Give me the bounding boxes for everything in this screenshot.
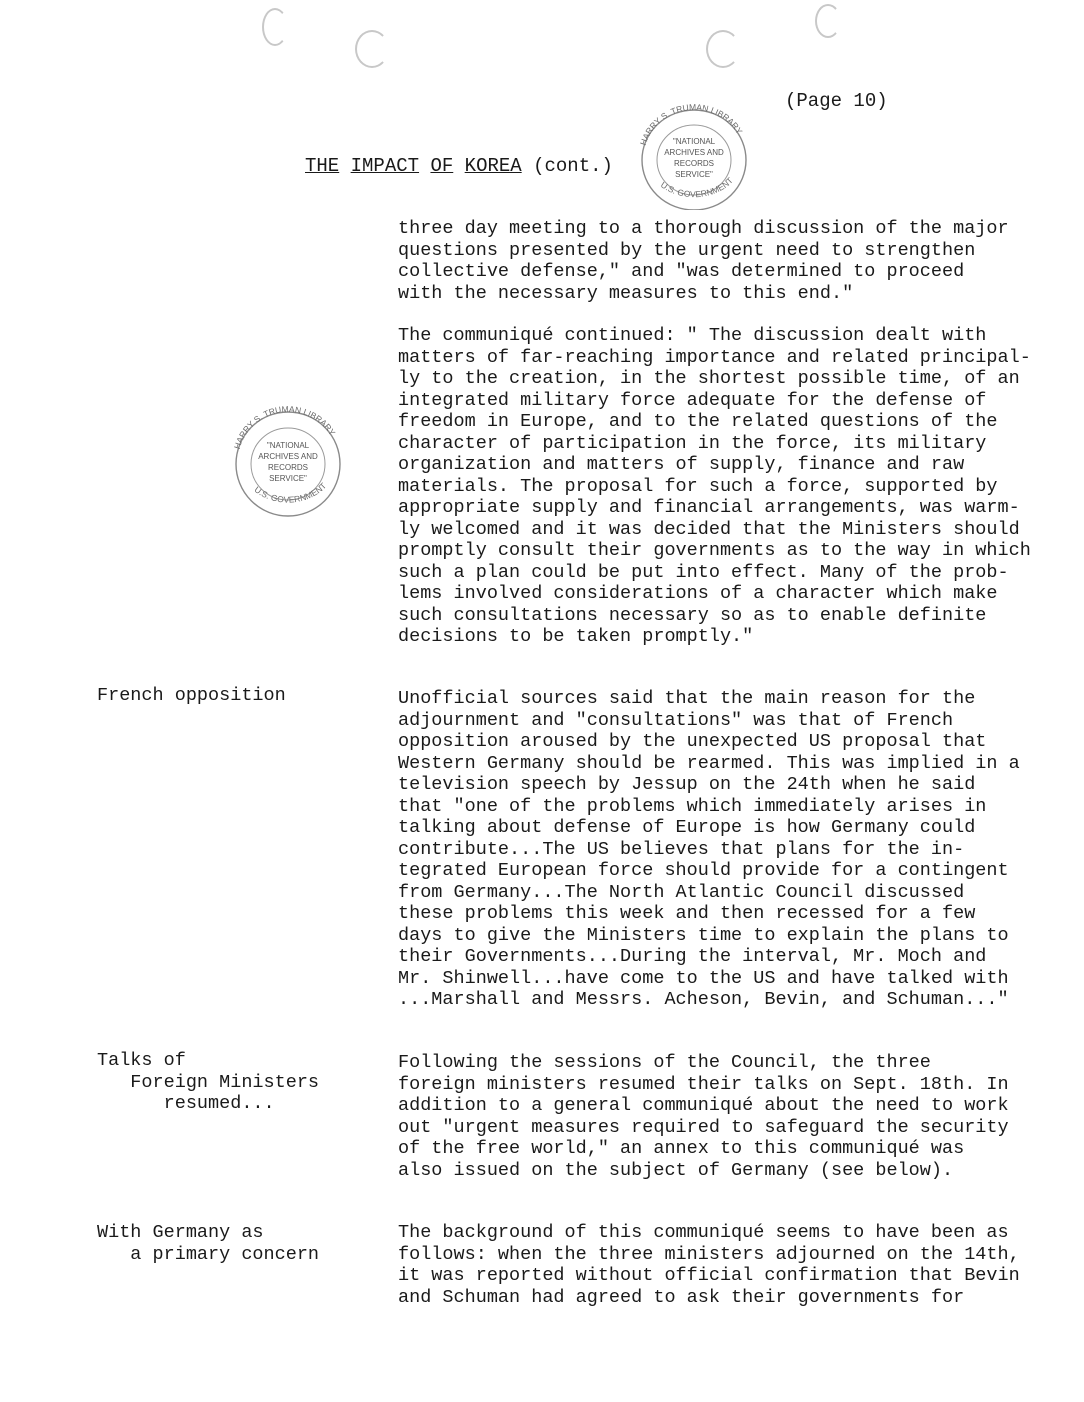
text-line: that "one of the problems which immediately arises in — [398, 795, 987, 817]
text-line: integrated military force adequate for the defense of — [398, 389, 987, 411]
text-line: tegrated European force should provide for a contingent — [398, 860, 1009, 881]
stamp-line: SERVICE" — [675, 170, 713, 179]
punch-mark — [815, 4, 841, 38]
text-line: days to give the Ministers time to explain the plans to — [398, 924, 1009, 946]
archive-stamp — [222, 402, 352, 517]
text-line: ly welcomed and it was decided that the Ministers should — [398, 518, 1020, 540]
text-line: appropriate supply and financial arrangements, was warm- — [398, 497, 1020, 518]
paragraph — [398, 218, 1018, 304]
text-line: questions presented by the urgent need to strengthen — [398, 239, 976, 261]
text-line: contribute...The US believes that plans for the in- — [398, 838, 965, 860]
text-line: follows: when the three ministers adjourned on the 14th, — [398, 1243, 1020, 1265]
punch-mark — [706, 30, 740, 68]
margin-heading-line: French opposition — [97, 685, 286, 706]
text-line: addition to a general communiqué about the need to work — [398, 1095, 1009, 1116]
punch-mark — [262, 8, 288, 46]
archive-stamp — [628, 100, 758, 210]
stamp-ring-text: HARRY S. TRUMAN LIBRARY — [637, 101, 745, 147]
text-line: such a plan could be put into effect. Many of the prob- — [398, 561, 1009, 583]
text-line: Following the sessions of the Council, the three — [398, 1052, 931, 1073]
text-line: Unofficial sources said that the main reason for the — [398, 688, 976, 709]
text-line: The communiqué continued: " The discussion dealt with — [398, 325, 987, 346]
text-line: also issued on the subject of Germany (see below). — [398, 1159, 954, 1181]
paragraph — [398, 688, 1018, 1011]
text-line: out "urgent measures required to safeguard the security — [398, 1116, 1009, 1138]
stamp-line: RECORDS — [673, 159, 715, 168]
stamp-line: "NATIONAL — [672, 137, 716, 146]
margin-heading-line: a primary concern — [97, 1243, 320, 1265]
stamp-line: ARCHIVES AND — [664, 148, 724, 157]
text-line: television speech by Jessup on the 24th when he said — [398, 774, 976, 795]
text-line: ...Marshall and Messrs. Acheson, Bevin, and Schuman..." — [398, 989, 1009, 1010]
stamp-ring-text: HARRY S. TRUMAN LIBRARY — [231, 403, 338, 451]
text-line: organization and matters of supply, finance and raw — [398, 454, 965, 475]
margin-heading — [97, 1050, 319, 1115]
page-number: (Page 10) — [785, 90, 888, 112]
text-line: materials. The proposal for such a force, supported by — [398, 475, 998, 497]
svg-text:U.S. GOVERNMENT — [253, 481, 329, 505]
text-line: and Schuman had agreed to ask their governments for — [398, 1286, 965, 1308]
paragraph — [398, 325, 1031, 648]
text-line: Mr. Shinwell...have come to the US and have talked with — [398, 967, 1009, 989]
title-word: OF — [430, 155, 454, 177]
margin-heading — [97, 1222, 319, 1265]
paragraph — [398, 1222, 1018, 1308]
text-line: lems involved considerations of a character which make — [398, 583, 998, 604]
text-line: their Governments...During the interval, Mr. Moch and — [398, 946, 987, 967]
text-line: ly to the creation, in the shortest possible time, of an — [398, 368, 1020, 389]
text-line: from Germany...The North Atlantic Council discussed — [398, 881, 965, 903]
margin-heading-line: resumed... — [97, 1093, 275, 1114]
text-line: freedom in Europe, and to the related questions of the — [398, 411, 998, 432]
text-line: collective defense," and "was determined to proceed — [398, 261, 965, 282]
text-line: talking about defense of Europe is how Germany could — [398, 817, 976, 838]
margin-heading-line: With Germany as — [97, 1222, 264, 1243]
stamp-line: RECORDS — [267, 463, 309, 472]
stamp-line: ARCHIVES AND — [258, 452, 318, 461]
text-line: matters of far-reaching importance and related principal- — [398, 346, 1031, 368]
text-line: such consultations necessary so as to enable definite — [398, 604, 987, 626]
title-suffix: (cont.) — [521, 155, 613, 177]
text-line: with the necessary measures to this end." — [398, 282, 854, 304]
text-line: promptly consult their governments as to the way in which — [398, 540, 1031, 561]
text-line: decisions to be taken promptly." — [398, 626, 754, 647]
text-line: these problems this week and then recessed for a few — [398, 903, 976, 924]
punch-mark — [355, 30, 389, 68]
margin-heading-line: Talks of — [97, 1050, 186, 1071]
stamp-ring-bottom: U.S. GOVERNMENT — [658, 175, 735, 200]
text-line: character of participation in the force, its military — [398, 432, 987, 454]
margin-heading — [97, 685, 286, 707]
text-line: three day meeting to a thorough discussion of the major — [398, 218, 1009, 239]
text-line: of the free world," an annex to this communiqué was — [398, 1138, 965, 1159]
text-line: The background of this communiqué seems to have been as — [398, 1222, 1009, 1243]
title-word: THE — [305, 155, 340, 177]
stamp-line: SERVICE" — [269, 474, 307, 483]
text-line: Western Germany should be rearmed. This was implied in a — [398, 752, 1020, 774]
page-title — [305, 155, 613, 177]
text-line: it was reported without official confirmation that Bevin — [398, 1265, 1020, 1286]
paragraph — [398, 1052, 1018, 1181]
text-line: opposition aroused by the unexpected US proposal that — [398, 731, 987, 752]
text-line: foreign ministers resumed their talks on Sept. 18th. In — [398, 1073, 1009, 1095]
title-word: KOREA — [464, 155, 522, 177]
stamp-ring-bottom: U.S. GOVERNMENT — [252, 480, 329, 505]
margin-heading-line: Foreign Ministers — [97, 1071, 320, 1093]
title-word: IMPACT — [350, 155, 420, 177]
stamp-line: "NATIONAL — [266, 441, 310, 450]
text-line: adjournment and "consultations" was that of French — [398, 709, 954, 731]
